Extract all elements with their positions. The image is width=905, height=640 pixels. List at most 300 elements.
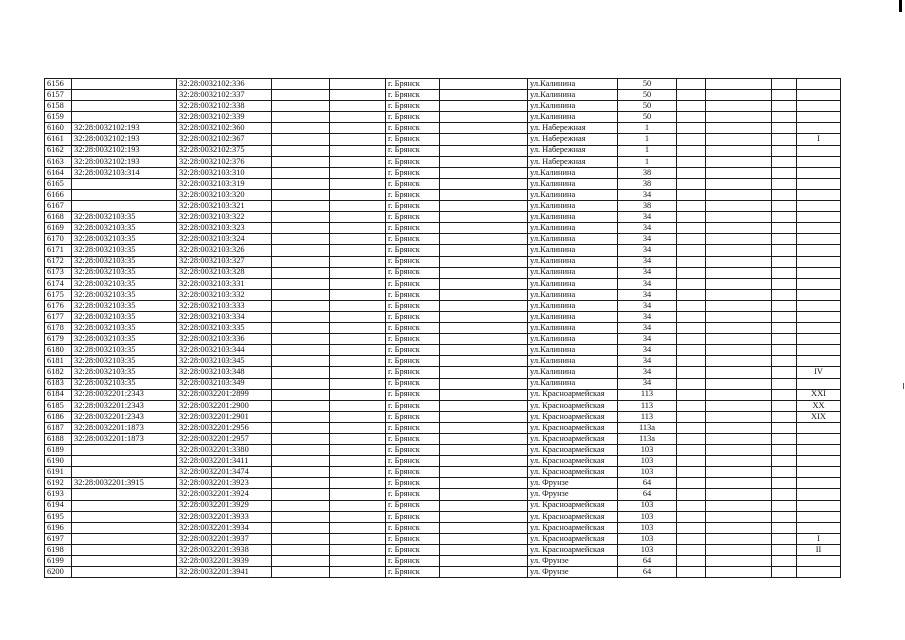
empty-cell [330,212,386,223]
roman-numeral-cell [797,300,841,311]
parent-cadastral-cell: 32:28:0032103:35 [72,323,177,334]
cadastral-register-table [44,78,841,578]
table-row [45,289,841,300]
city-cell: г. Брянск [386,533,440,544]
empty-cell [677,234,706,245]
empty-cell [706,112,772,123]
parent-cadastral-cell: 32:28:0032103:35 [72,378,177,389]
cadastral-number-cell: 32:28:0032201:3411 [177,456,272,467]
row-number-cell: 6184 [45,389,72,400]
empty-cell [330,445,386,456]
empty-cell [677,533,706,544]
table-row [45,201,841,212]
empty-cell [330,478,386,489]
table-row [45,189,841,200]
empty-cell [706,234,772,245]
street-cell: ул. Красноармейская [528,445,618,456]
parent-cadastral-cell: 32:28:0032103:35 [72,300,177,311]
empty-cell [272,323,330,334]
parent-cadastral-cell [72,489,177,500]
empty-cell [330,178,386,189]
row-number-cell: 6178 [45,323,72,334]
empty-cell [272,101,330,112]
house-number-cell: 34 [618,311,677,322]
empty-cell [772,267,797,278]
table-row [45,178,841,189]
cadastral-number-cell: 32:28:0032103:320 [177,189,272,200]
street-cell: ул. Набережная [528,123,618,134]
street-cell: ул.Калинина [528,267,618,278]
empty-cell [440,422,528,433]
city-cell: г. Брянск [386,500,440,511]
empty-cell [440,323,528,334]
empty-cell [706,345,772,356]
empty-cell [706,456,772,467]
house-number-cell: 64 [618,556,677,567]
empty-cell [272,367,330,378]
empty-cell [272,400,330,411]
street-cell: ул.Калинина [528,334,618,345]
table-row [45,489,841,500]
parent-cadastral-cell: 32:28:0032102:193 [72,123,177,134]
street-cell: ул. Фрунзе [528,478,618,489]
empty-cell [772,489,797,500]
roman-numeral-cell [797,278,841,289]
street-cell: ул.Калинина [528,245,618,256]
house-number-cell: 103 [618,467,677,478]
empty-cell [272,245,330,256]
roman-numeral-cell [797,90,841,101]
city-cell: г. Брянск [386,201,440,212]
empty-cell [772,145,797,156]
city-cell: г. Брянск [386,567,440,578]
cadastral-number-cell: 32:28:0032102:360 [177,123,272,134]
row-number-cell: 6170 [45,234,72,245]
empty-cell [677,411,706,422]
empty-cell [272,90,330,101]
empty-cell [706,533,772,544]
empty-cell [706,189,772,200]
row-number-cell: 6174 [45,278,72,289]
parent-cadastral-cell: 32:28:0032103:35 [72,278,177,289]
empty-cell [330,278,386,289]
cadastral-number-cell: 32:28:0032102:375 [177,145,272,156]
empty-cell [706,544,772,555]
empty-cell [330,422,386,433]
parent-cadastral-cell: 32:28:0032103:35 [72,267,177,278]
empty-cell [272,300,330,311]
roman-numeral-cell [797,178,841,189]
roman-numeral-cell [797,201,841,212]
empty-cell [272,145,330,156]
house-number-cell: 64 [618,478,677,489]
empty-cell [677,112,706,123]
table-row [45,356,841,367]
empty-cell [440,400,528,411]
row-number-cell: 6186 [45,411,72,422]
empty-cell [677,445,706,456]
parent-cadastral-cell: 32:28:0032201:3915 [72,478,177,489]
parent-cadastral-cell [72,500,177,511]
roman-numeral-cell [797,289,841,300]
empty-cell [272,267,330,278]
roman-numeral-cell [797,467,841,478]
empty-cell [772,278,797,289]
empty-cell [272,511,330,522]
street-cell: ул. Красноармейская [528,467,618,478]
house-number-cell: 34 [618,345,677,356]
empty-cell [330,245,386,256]
cadastral-number-cell: 32:28:0032103:333 [177,300,272,311]
row-number-cell: 6177 [45,311,72,322]
house-number-cell: 103 [618,500,677,511]
parent-cadastral-cell: 32:28:0032103:35 [72,234,177,245]
street-cell: ул.Калинина [528,201,618,212]
table-row [45,334,841,345]
city-cell: г. Брянск [386,123,440,134]
parent-cadastral-cell [72,567,177,578]
empty-cell [330,389,386,400]
street-cell: ул.Калинина [528,278,618,289]
cadastral-number-cell: 32:28:0032102:339 [177,112,272,123]
parent-cadastral-cell: 32:28:0032103:314 [72,167,177,178]
empty-cell [772,456,797,467]
table-row [45,422,841,433]
table-row [45,156,841,167]
parent-cadastral-cell: 32:28:0032201:1873 [72,434,177,445]
empty-cell [772,522,797,533]
empty-cell [330,112,386,123]
city-cell: г. Брянск [386,378,440,389]
empty-cell [272,445,330,456]
house-number-cell: 38 [618,201,677,212]
empty-cell [677,323,706,334]
empty-cell [330,334,386,345]
street-cell: ул. Красноармейская [528,522,618,533]
roman-numeral-cell [797,434,841,445]
city-cell: г. Брянск [386,212,440,223]
roman-numeral-cell [797,189,841,200]
parent-cadastral-cell [72,90,177,101]
street-cell: ул.Калинина [528,189,618,200]
empty-cell [706,167,772,178]
empty-cell [706,445,772,456]
row-number-cell: 6166 [45,189,72,200]
parent-cadastral-cell: 32:28:0032102:193 [72,156,177,167]
house-number-cell: 34 [618,356,677,367]
empty-cell [677,345,706,356]
row-number-cell: 6175 [45,289,72,300]
street-cell: ул. Красноармейская [528,500,618,511]
city-cell: г. Брянск [386,178,440,189]
street-cell: ул.Калинина [528,256,618,267]
city-cell: г. Брянск [386,456,440,467]
cadastral-number-cell: 32:28:0032103:323 [177,223,272,234]
city-cell: г. Брянск [386,334,440,345]
empty-cell [330,323,386,334]
city-cell: г. Брянск [386,345,440,356]
table-row [45,90,841,101]
empty-cell [772,345,797,356]
empty-cell [706,411,772,422]
roman-numeral-cell: IV [797,367,841,378]
empty-cell [706,212,772,223]
roman-numeral-cell: XIX [797,411,841,422]
empty-cell [677,311,706,322]
row-number-cell: 6181 [45,356,72,367]
cadastral-number-cell: 32:28:0032103:335 [177,323,272,334]
street-cell: ул. Набережная [528,145,618,156]
row-number-cell: 6185 [45,400,72,411]
house-number-cell: 113 [618,411,677,422]
city-cell: г. Брянск [386,90,440,101]
empty-cell [677,500,706,511]
cadastral-number-cell: 32:28:0032102:336 [177,79,272,90]
street-cell: ул. Фрунзе [528,556,618,567]
row-number-cell: 6173 [45,267,72,278]
empty-cell [330,544,386,555]
empty-cell [330,134,386,145]
empty-cell [706,422,772,433]
empty-cell [706,300,772,311]
cadastral-number-cell: 32:28:0032103:328 [177,267,272,278]
empty-cell [677,245,706,256]
empty-cell [272,544,330,555]
street-cell: ул. Красноармейская [528,511,618,522]
cadastral-number-cell: 32:28:0032103:345 [177,356,272,367]
empty-cell [677,267,706,278]
city-cell: г. Брянск [386,289,440,300]
empty-cell [272,467,330,478]
city-cell: г. Брянск [386,434,440,445]
parent-cadastral-cell [72,101,177,112]
parent-cadastral-cell: 32:28:0032201:2343 [72,400,177,411]
city-cell: г. Брянск [386,323,440,334]
parent-cadastral-cell: 32:28:0032103:35 [72,223,177,234]
house-number-cell: 113а [618,422,677,433]
table-row [45,567,841,578]
roman-numeral-cell [797,212,841,223]
empty-cell [440,467,528,478]
street-cell: ул.Калинина [528,90,618,101]
empty-cell [330,434,386,445]
house-number-cell: 50 [618,112,677,123]
empty-cell [440,245,528,256]
house-number-cell: 103 [618,522,677,533]
parent-cadastral-cell: 32:28:0032102:193 [72,134,177,145]
empty-cell [330,345,386,356]
empty-cell [706,134,772,145]
empty-cell [677,278,706,289]
parent-cadastral-cell: 32:28:0032201:2343 [72,411,177,422]
table-row [45,522,841,533]
row-number-cell: 6160 [45,123,72,134]
row-number-cell: 6167 [45,201,72,212]
empty-cell [772,323,797,334]
empty-cell [440,134,528,145]
house-number-cell: 103 [618,445,677,456]
row-number-cell: 6191 [45,467,72,478]
roman-numeral-cell [797,445,841,456]
empty-cell [772,212,797,223]
empty-cell [272,256,330,267]
table-row [45,323,841,334]
street-cell: ул. Красноармейская [528,456,618,467]
cadastral-number-cell: 32:28:0032201:3938 [177,544,272,555]
table-row [45,123,841,134]
roman-numeral-cell: XX [797,400,841,411]
roman-numeral-cell [797,478,841,489]
empty-cell [772,567,797,578]
empty-cell [677,467,706,478]
parent-cadastral-cell [72,522,177,533]
empty-cell [772,556,797,567]
cadastral-number-cell: 32:28:0032103:331 [177,278,272,289]
empty-cell [440,334,528,345]
empty-cell [772,511,797,522]
city-cell: г. Брянск [386,400,440,411]
roman-numeral-cell [797,123,841,134]
cadastral-number-cell: 32:28:0032201:3939 [177,556,272,567]
table-row [45,167,841,178]
empty-cell [330,311,386,322]
empty-cell [440,123,528,134]
parent-cadastral-cell [72,189,177,200]
empty-cell [330,522,386,533]
empty-cell [677,400,706,411]
cadastral-number-cell: 32:28:0032103:332 [177,289,272,300]
house-number-cell: 34 [618,323,677,334]
table-row [45,311,841,322]
roman-numeral-cell [797,145,841,156]
street-cell: ул.Калинина [528,112,618,123]
parent-cadastral-cell: 32:28:0032103:35 [72,289,177,300]
row-number-cell: 6183 [45,378,72,389]
parent-cadastral-cell: 32:28:0032103:35 [72,334,177,345]
roman-numeral-cell [797,345,841,356]
empty-cell [772,445,797,456]
empty-cell [440,112,528,123]
empty-cell [440,90,528,101]
empty-cell [330,90,386,101]
empty-cell [330,400,386,411]
empty-cell [330,289,386,300]
cadastral-number-cell: 32:28:0032201:3380 [177,445,272,456]
street-cell: ул.Калинина [528,311,618,322]
empty-cell [706,267,772,278]
empty-cell [677,101,706,112]
empty-cell [440,411,528,422]
cadastral-number-cell: 32:28:0032102:338 [177,101,272,112]
empty-cell [440,234,528,245]
parent-cadastral-cell: 32:28:0032201:2343 [72,389,177,400]
empty-cell [272,201,330,212]
page-edge-mark [899,0,902,12]
city-cell: г. Брянск [386,112,440,123]
row-number-cell: 6168 [45,212,72,223]
empty-cell [272,134,330,145]
empty-cell [440,101,528,112]
city-cell: г. Брянск [386,445,440,456]
house-number-cell: 50 [618,90,677,101]
empty-cell [272,478,330,489]
roman-numeral-cell: I [797,134,841,145]
table-row [45,434,841,445]
empty-cell [440,434,528,445]
row-number-cell: 6189 [45,445,72,456]
cadastral-number-cell: 32:28:0032201:2899 [177,389,272,400]
empty-cell [677,256,706,267]
empty-cell [677,334,706,345]
empty-cell [706,511,772,522]
house-number-cell: 34 [618,300,677,311]
empty-cell [706,245,772,256]
empty-cell [706,556,772,567]
street-cell: ул.Калинина [528,167,618,178]
empty-cell [772,234,797,245]
roman-numeral-cell [797,223,841,234]
city-cell: г. Брянск [386,300,440,311]
empty-cell [440,489,528,500]
empty-cell [440,79,528,90]
empty-cell [772,434,797,445]
empty-cell [272,345,330,356]
city-cell: г. Брянск [386,167,440,178]
empty-cell [440,356,528,367]
row-number-cell: 6190 [45,456,72,467]
row-number-cell: 6164 [45,167,72,178]
empty-cell [272,278,330,289]
roman-numeral-cell [797,101,841,112]
empty-cell [772,311,797,322]
roman-numeral-cell [797,267,841,278]
empty-cell [706,123,772,134]
row-number-cell: 6159 [45,112,72,123]
empty-cell [440,522,528,533]
table-row [45,367,841,378]
parent-cadastral-cell: 32:28:0032103:35 [72,311,177,322]
empty-cell [772,422,797,433]
empty-cell [330,567,386,578]
roman-numeral-cell [797,245,841,256]
empty-cell [440,223,528,234]
empty-cell [677,356,706,367]
empty-cell [330,511,386,522]
empty-cell [677,367,706,378]
empty-cell [677,189,706,200]
table-row [45,234,841,245]
house-number-cell: 1 [618,156,677,167]
house-number-cell: 1 [618,145,677,156]
empty-cell [272,489,330,500]
house-number-cell: 103 [618,511,677,522]
street-cell: ул.Калинина [528,323,618,334]
empty-cell [772,123,797,134]
register-body [45,79,841,578]
parent-cadastral-cell [72,79,177,90]
empty-cell [772,101,797,112]
parent-cadastral-cell: 32:28:0032103:35 [72,256,177,267]
empty-cell [440,156,528,167]
table-row [45,245,841,256]
cadastral-number-cell: 32:28:0032201:2956 [177,422,272,433]
empty-cell [330,556,386,567]
cadastral-number-cell: 32:28:0032201:3934 [177,522,272,533]
empty-cell [272,189,330,200]
empty-cell [706,101,772,112]
street-cell: ул. Красноармейская [528,400,618,411]
empty-cell [706,434,772,445]
